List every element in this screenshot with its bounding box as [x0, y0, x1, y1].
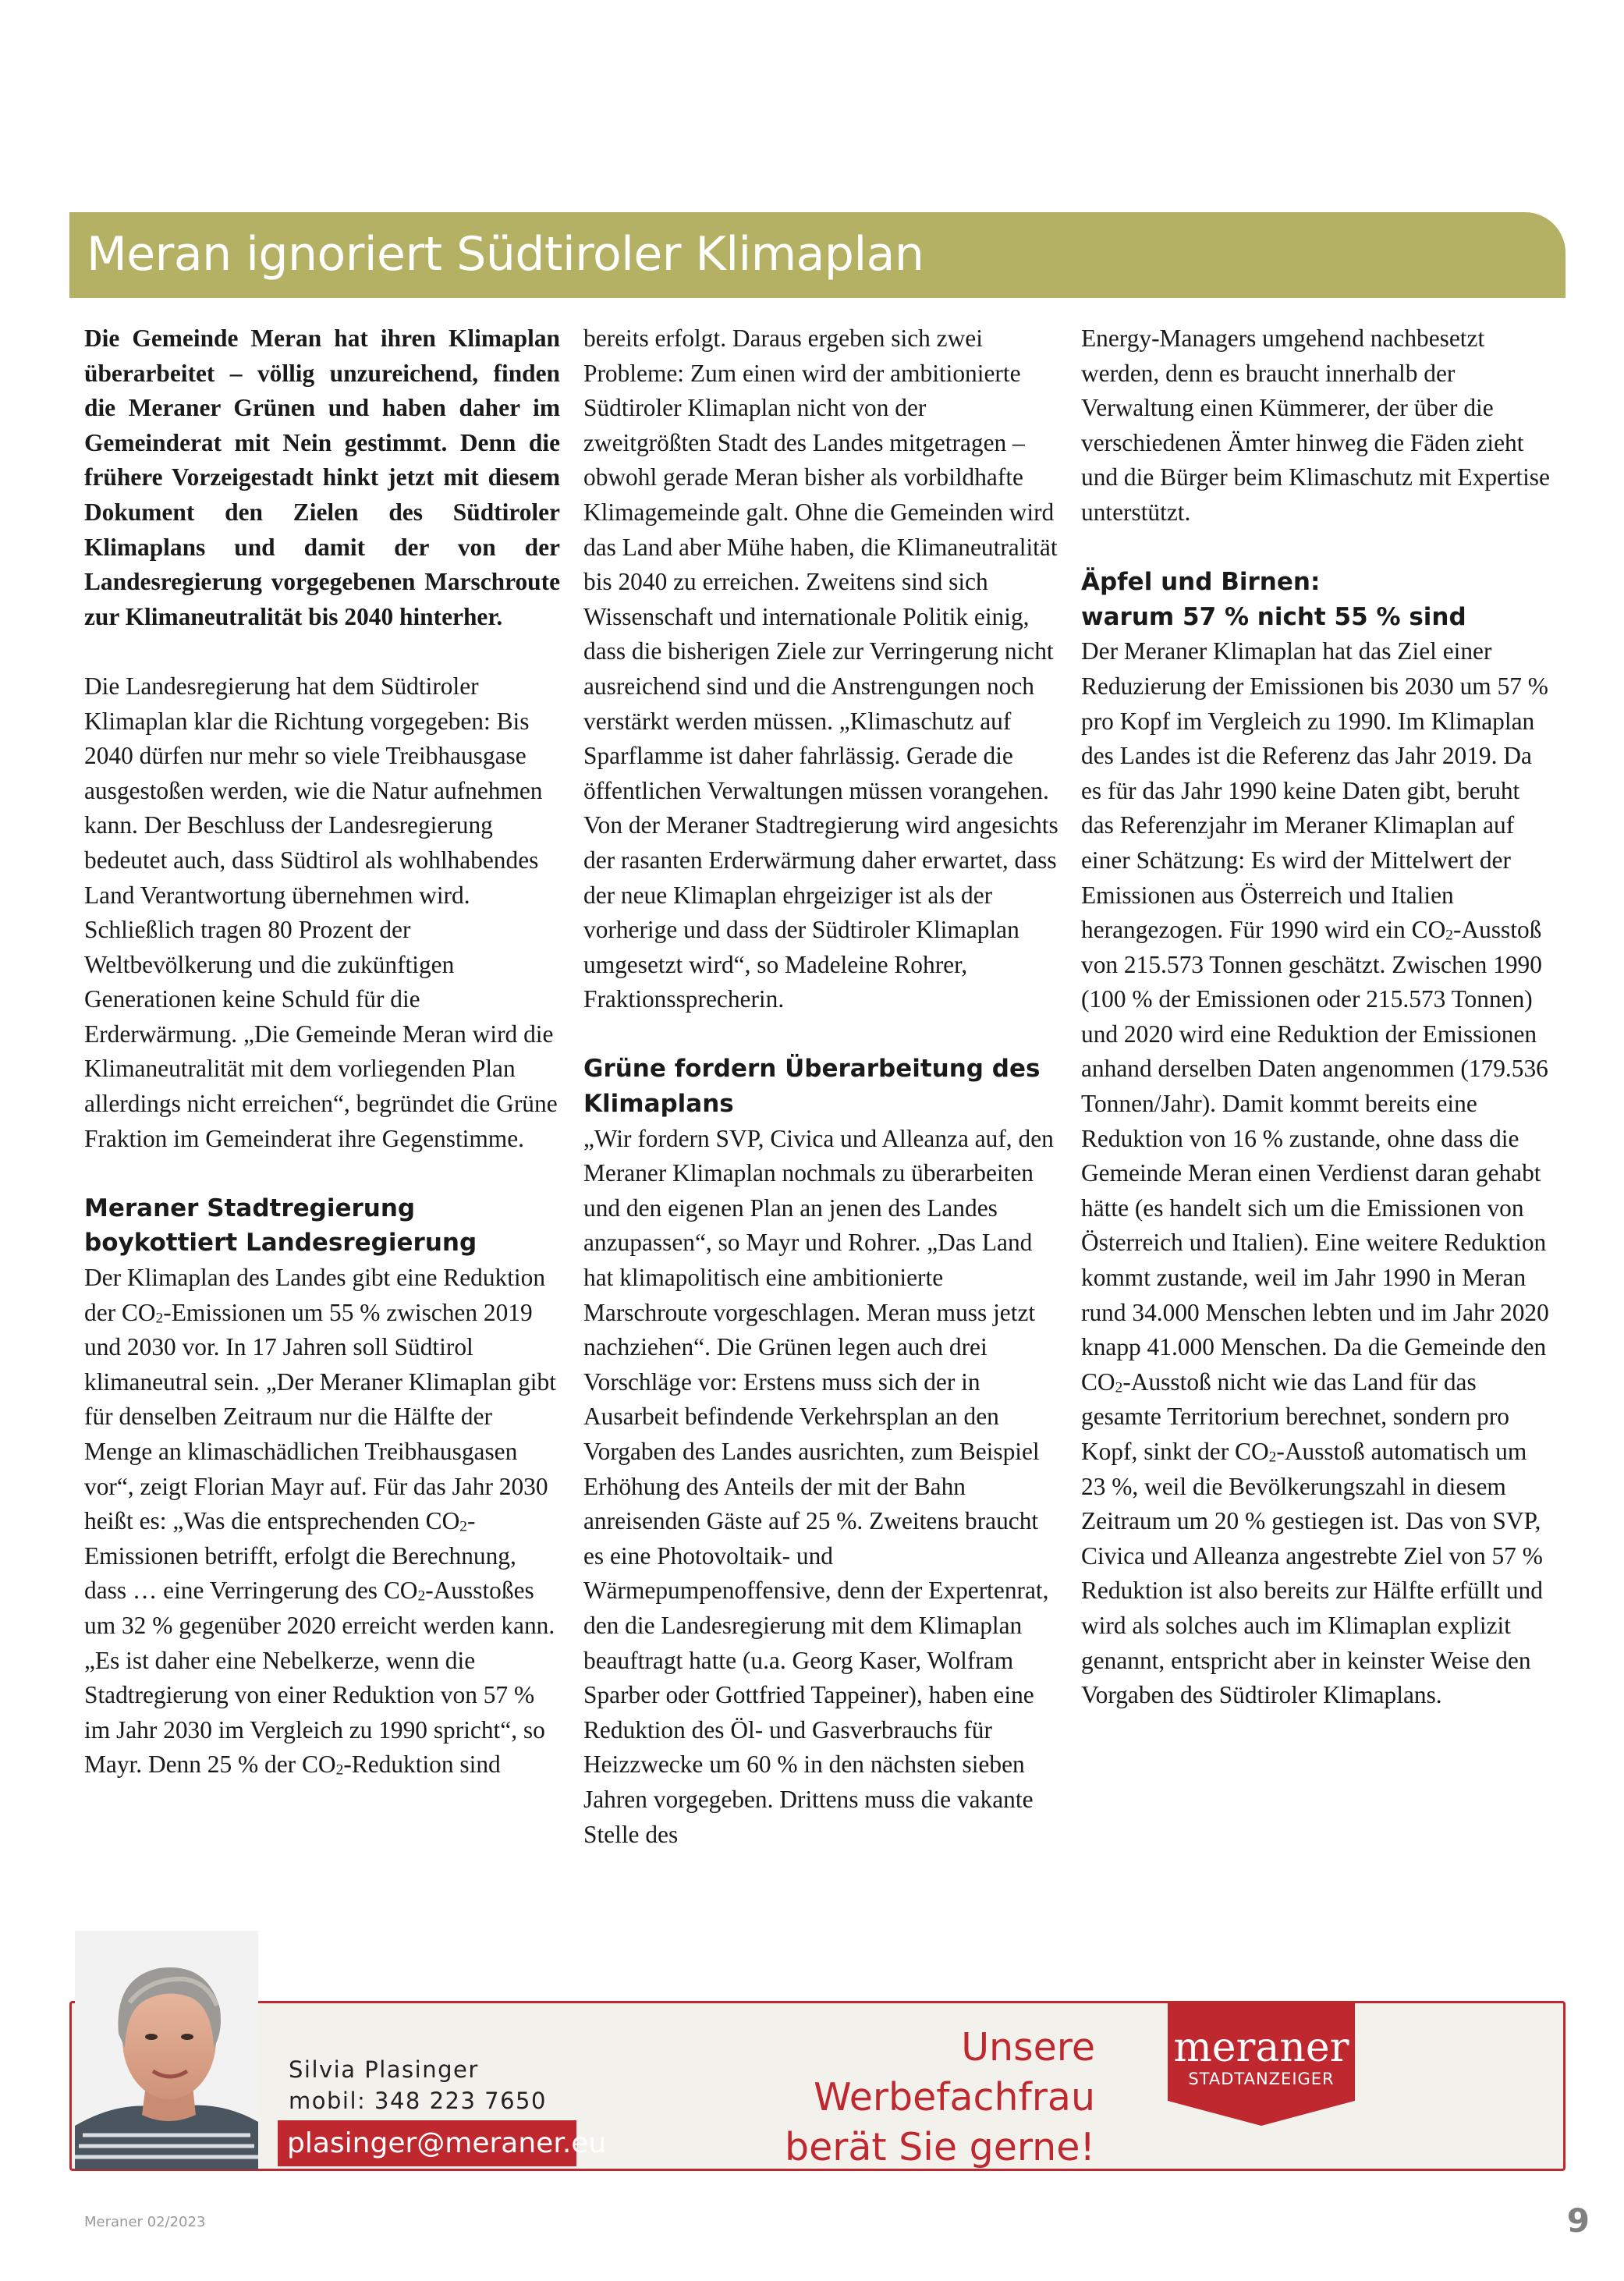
subheading-gruene-fordern: Grüne fordern Überarbeitung des Klimaplans [583, 1055, 1041, 1119]
column-1 [84, 321, 560, 1783]
ad-contact-phone[interactable]: mobil: 348 223 7650 [289, 2088, 547, 2114]
paragraph-energy-manager: Energy-Managers umgehend nachbesetzt werden, denn es braucht innerhalb der Verwaltung einen Kümmerer, der über die verschiedenen Ämter hinweg die Fäden zieht und die Bürger beim Klimaschutz mit Expertise unterstützt. [1081, 325, 1550, 526]
subheading-stadtregierung: Meraner Stadtregierung boykottiert Landesregierung [84, 1194, 477, 1258]
paragraph-vergleich: Der Meraner Klimaplan hat das Ziel einer Reduzierung der Emissionen bis 2030 um 57 % pro Kopf im Vergleich zu 1990. Im Klimaplan des Landes ist die Referenz das Jahr 2019. Da es für das Jahr 1990 keine Daten gibt, beruht das Referenzjahr im Meraner Klimaplan auf einer Schätzung: Es wird der Mittelwert der Emissionen aus Österreich und Italien herangezogen. Für 1990 wird ein CO2-Ausstoß von 215.573 Tonnen geschätzt. Zwischen 1990 (100 % der Emissionen oder 215.573 Tonnen) und 2020 wird eine Reduktion der Emissionen anhand derselben Daten angenommen (179.536 Tonnen/Jahr). Damit kommt bereits eine Reduktion von 16 % zustande, ohne dass die Gemeinde Meran einen Verdienst daran gehabt hätte (es handelt sich um die Emissionen von Österreich und Italien). Eine weitere Reduktion kommt zustande, weil im Jahr 1990 in Meran rund 34.000 Menschen lebten und im Jahr 2020 knapp 41.000 Menschen. Da die Gemeinde den CO2-Ausstoß nicht wie das Land für das gesamte Territorium berechnet, sondern pro Kopf, sinkt der CO2-Ausstoß automatisch um 23 %, weil die Bevölkerungszahl in diesem Zeitraum um 20 % gestiegen ist. Das von SVP, Civica und Alleanza angestrebte Ziel von 57 % Reduktion ist also bereits zur Hälfte erfüllt und wird als solches auch im Klimaplan explizit genannt, entspricht aber in keinster Weise den Vorgaben des Südtiroler Klimaplans. [1081, 637, 1549, 1709]
ad-contact-name: Silvia Plasinger [289, 2056, 479, 2083]
ad-contact-email[interactable]: plasinger@meraner.eu [278, 2120, 576, 2166]
ad-slogan-line-1: Unsere Werbefachfrau [814, 2025, 1095, 2120]
subheading-aepfel-birnen: Äpfel und Birnen: warum 57 % nicht 55 % sind [1081, 568, 1466, 631]
page-number: 9 [1566, 2201, 1590, 2240]
ad-slogan [671, 2023, 1095, 2173]
logo-subtitle: STADTANZEIGER [1188, 2070, 1335, 2088]
portrait-illustration [75, 1931, 258, 2169]
meraner-logo [1168, 2001, 1355, 2126]
article-title-bar [69, 212, 1565, 298]
paragraph-stadtregierung: Der Klimaplan des Landes gibt eine Reduktion der CO2-Emissionen um 55 % zwischen 2019 und 2030 vor. In 17 Jahren soll Südtirol klimaneutral sein. „Der Meraner Klimaplan gibt für denselben Zeitraum nur die Hälfte der Menge an klimaschädlichen Treibhausgasen vor“, zeigt Florian Mayr auf. Für das Jahr 2030 heißt es: „Was die entsprechenden CO2-Emissionen betrifft, erfolgt die Berechnung, dass … eine Verringerung des CO2-Ausstoßes um 32 % gegenüber 2020 erreicht werden kann. „Es ist daher eine Nebelkerze, wenn die Stadtregierung von einer Reduktion von 57 % im Jahr 2030 im Vergleich zu 1990 spricht“, so Mayr. Denn 25 % der CO2-Reduktion sind [84, 1264, 556, 1779]
portrait-photo [75, 1931, 258, 2169]
article-title: Meran ignoriert Südtiroler Klimaplan [87, 227, 924, 282]
logo-wordmark: meraner [1173, 2024, 1349, 2071]
footer-issue: Meraner 02/2023 [84, 2214, 206, 2230]
paragraph-intro: Die Landesregierung hat dem Südtiroler Klimaplan klar die Richtung vorgegeben: Bis 2040 dürfen nur mehr so viele Treibhausgase ausgestoßen werden, wie die Natur aufnehmen kann. Der Beschluss der Landesregierung bedeutet auch, dass Südtirol als wohlhabendes Land Verantwortung übernehmen wird. Schließlich tragen 80 Prozent der Weltbevölkerung und die zukünftigen Generationen keine Schuld für die Erderwärmung. „Die Gemeinde Meran wird die Klimaneutralität mit dem vorliegenden Plan allerdings nicht erreichen“, begründet die Grüne Fraktion im Gemeinderat ihre Gegenstimme. [84, 672, 558, 1152]
paragraph-probleme: bereits erfolgt. Daraus ergeben sich zwei Probleme: Zum einen wird der ambitionierte Südtiroler Klimaplan nicht von der zweitgrößten Stadt des Landes mitgetragen – obwohl gerade Meran bisher als vorbildhafte Klimagemeinde galt. Ohne die Gemeinden wird das Land aber Mühe haben, die Klimaneutralität bis 2040 zu erreichen. Zweitens sind sich Wissenschaft und internationale Politik einig, dass die bisherigen Ziele zur Verringerung nicht ausreichend sind und die Anstrengungen noch verstärkt werden müssen. „Klimaschutz auf Sparflamme ist daher fahrlässig. Gerade die öffentlichen Verwaltungen müssen vorangehen. Von der Meraner Stadtregierung wird angesichts der rasanten Erderwärmung daher erwartet, dass der neue Klimaplan ehrgeiziger ist als der vorherige und dass der Südtiroler Klimaplan umgesetzt wird“, so Madeleine Rohrer, Fraktionssprecherin. [583, 325, 1058, 1013]
ad-slogan-line-2: berät Sie gerne! [784, 2125, 1095, 2169]
lead-paragraph: Die Gemeinde Meran hat ihren Klimaplan überarbeitet – völlig unzureichend, finden die Meraner Grünen und haben daher im Gemeinderat mit Nein gestimmt. Denn die frühere Vorzeigestadt hinkt jetzt mit diesem Dokument den Zielen des Südtiroler Klimaplans und damit der von der Landesregierung vorgegebenen Marschroute zur Klimaneutralität bis 2040 hinterher. [84, 325, 560, 630]
column-2 [583, 321, 1059, 1852]
paragraph-vorschlaege: „Wir fordern SVP, Civica und Alleanza auf, den Meraner Klimaplan nochmals zu überarbeiten und den eigenen Plan an jenen des Landes anzupassen“, so Mayr und Rohrer. „Das Land hat klimapolitisch eine ambitionierte Marschroute vorgeschlagen. Meran muss jetzt nachziehen“. Die Grünen legen auch drei Vorschläge vor: Erstens muss sich der in Ausarbeit befindende Verkehrsplan an den Vorgaben des Landes ausrichten, zum Beispiel Erhöhung des Anteils der mit der Bahn anreisenden Gäste auf 25 %. Zweitens braucht es eine Photovoltaik- und Wärmepumpenoffensive, denn der Expertenrat, den die Landesregierung mit dem Klimaplan beauftragt hatte (u.a. Georg Kaser, Wolfram Sparber oder Gottfried Tappeiner), haben eine Reduktion des Öl- und Gasverbrauchs für Heizzwecke um 60 % in den nächsten sieben Jahren vorgegeben. Drittens muss die vakante Stelle des [583, 1124, 1054, 1848]
column-3 [1081, 321, 1557, 1713]
